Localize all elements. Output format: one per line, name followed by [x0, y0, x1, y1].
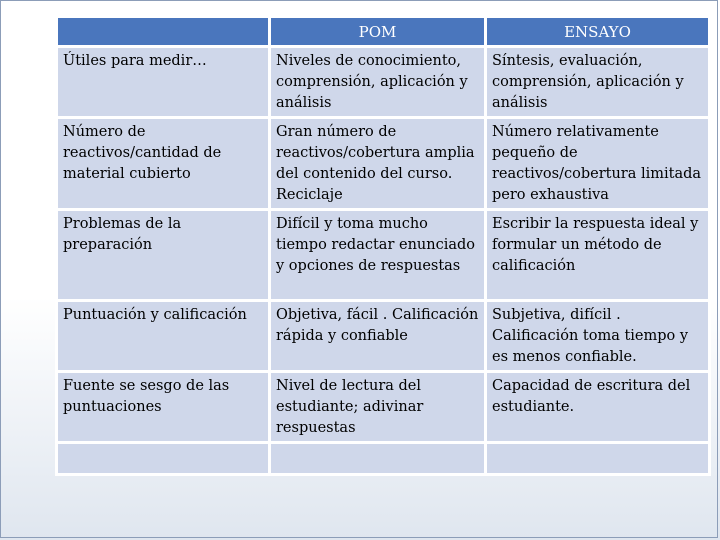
- ensayo-cell: Número relativamente pequeño de reactivos/cobertura limitada pero exhaustiva: [487, 119, 708, 208]
- ensayo-cell: Escribir la respuesta ideal y formular un método de calificación: [487, 211, 708, 299]
- row-label-cell: Número de reactivos/cantidad de material cubierto: [58, 119, 268, 208]
- row-label-cell: [58, 444, 268, 473]
- header-cell-ensayo: ENSAYO: [487, 18, 708, 45]
- pom-cell: Objetiva, fácil . Calificación rápida y confiable: [271, 302, 484, 370]
- table-header-row: [58, 18, 708, 45]
- pom-cell: Niveles de conocimiento, comprensión, aplicación y análisis: [271, 48, 484, 116]
- ensayo-cell: Capacidad de escritura del estudiante.: [487, 373, 708, 441]
- table-row-empty: [58, 444, 708, 473]
- comparison-table: [55, 15, 711, 476]
- ensayo-cell: [487, 444, 708, 473]
- row-label-cell: Útiles para medir…: [58, 48, 268, 116]
- pom-cell: Gran número de reactivos/cobertura amplia del contenido del curso. Reciclaje: [271, 119, 484, 208]
- ensayo-cell: Subjetiva, difícil . Calificación toma tiempo y es menos confiable.: [487, 302, 708, 370]
- header-cell-pom: POM: [271, 18, 484, 45]
- table-row: [58, 119, 708, 208]
- row-label-cell: Fuente se sesgo de las puntuaciones: [58, 373, 268, 441]
- table-row: [58, 48, 708, 116]
- table-row: [58, 211, 708, 299]
- pom-cell: Difícil y toma mucho tiempo redactar enunciado y opciones de respuestas: [271, 211, 484, 299]
- row-label-cell: Problemas de la preparación: [58, 211, 268, 299]
- pom-cell: Nivel de lectura del estudiante; adivinar respuestas: [271, 373, 484, 441]
- pom-cell: [271, 444, 484, 473]
- table-row: [58, 373, 708, 441]
- header-cell-empty: [58, 18, 268, 45]
- ensayo-cell: Síntesis, evaluación, comprensión, aplicación y análisis: [487, 48, 708, 116]
- row-label-cell: Puntuación y calificación: [58, 302, 268, 370]
- table-row: [58, 302, 708, 370]
